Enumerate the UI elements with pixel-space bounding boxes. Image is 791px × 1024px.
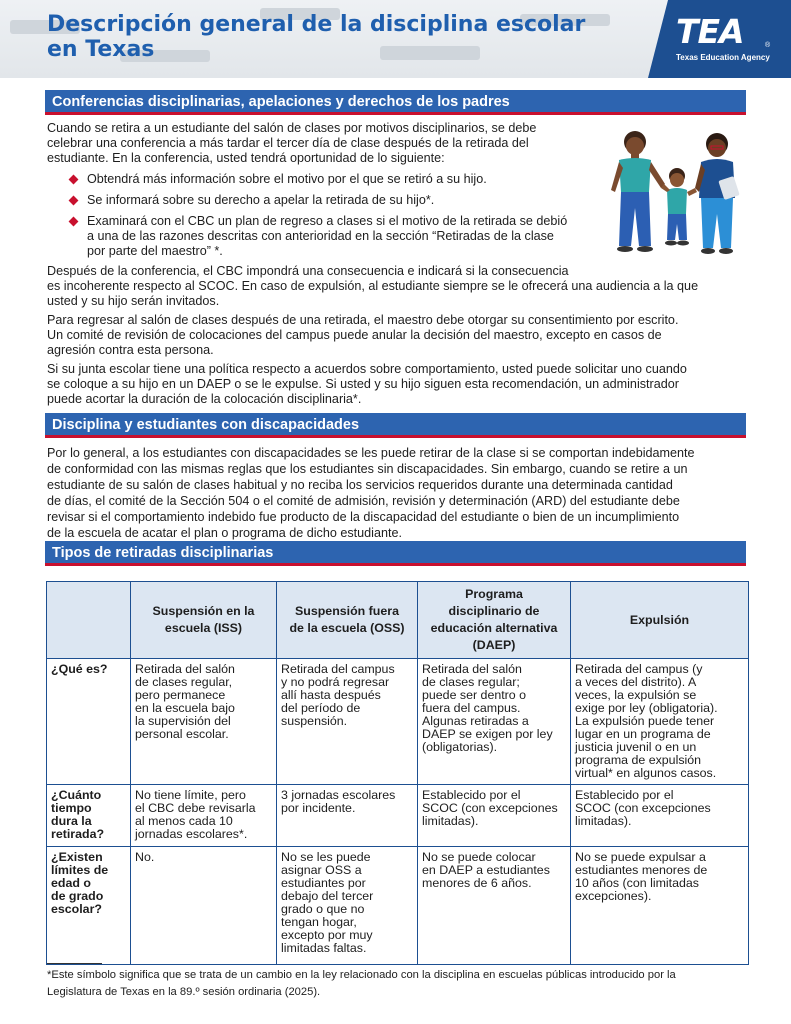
table-cell: No se puede expulsar a estudiantes menores de 10 años (con limitadas excepciones). [571, 847, 749, 965]
list-item-text: Obtendrá más información sobre el motivo por el que se retiró a su hijo. [87, 172, 487, 186]
logo-registered-mark: ® [765, 42, 771, 49]
row-header: ¿Cuánto tiempo dura la retirada? [47, 785, 131, 847]
table-cell: No tiene límite, pero el CBC debe revisarla al menos cada 10 jornadas escolares*. [131, 785, 277, 847]
paragraph-line: agresión contra esta persona. [47, 343, 214, 357]
table-cell: Retirada del salón de clases regular, pero permanece en la escuela bajo la supervisión del personal escolar. [131, 659, 277, 785]
table-cell: 3 jornadas escolares por incidente. [277, 785, 418, 847]
paragraph-line: se coloque a su hijo en un DAEP o se le expulse. Si usted y su hijo siguen esta recomendación, un administrador [47, 377, 679, 391]
table-cell: No se puede colocar en DAEP a estudiantes menores de 6 años. [418, 847, 571, 965]
row-header: ¿Existen límites de edad o de grado escolar? [47, 847, 131, 965]
paragraph-line: usted y su hijo serán invitados. [47, 294, 220, 308]
removal-types-table [46, 581, 749, 965]
intro-line: estudiante. En la conferencia, usted tendrá oportunidad de lo siguiente: [47, 151, 445, 165]
tea-logo: TEA [676, 12, 744, 51]
paragraph-line: estudiante de su salón de clases habitual y no reciba los servicios requeridos durante una determinada cantidad [47, 478, 673, 492]
table-row [47, 785, 749, 847]
paragraph-line: de la escuela de acatar el plan o programa de dicho estudiante. [47, 526, 402, 540]
section-heading-conferences: Conferencias disciplinarias, apelaciones y derechos de los padres [45, 90, 746, 115]
footnote [47, 967, 747, 1001]
table-cell: Retirada del salón de clases regular; puede ser dentro o fuera del campus. Algunas retiradas a DAEP se exigen por ley (obligatorias). [418, 659, 571, 785]
logo-subtitle: Texas Education Agency [676, 53, 770, 62]
list-item-text: Examinará con el CBC un plan de regreso a clases si el motivo de la retirada se debió [87, 214, 568, 228]
table-row [47, 659, 749, 785]
column-header-daep: Programa disciplinario de educación alternativa (DAEP) [418, 582, 571, 659]
table-cell: Establecido por el SCOC (con excepciones limitadas). [571, 785, 749, 847]
section-heading-disabilities: Disciplina y estudiantes con discapacidades [45, 413, 746, 438]
footnote-rule [47, 963, 102, 964]
table-row [47, 847, 749, 965]
diamond-bullet-icon [69, 175, 79, 185]
intro-line: Cuando se retira a un estudiante del salón de clases por motivos disciplinarios, se debe [47, 121, 537, 135]
paragraph-line: de conformidad con las mismas reglas que los estudiantes sin discapacidades. Sin embargo, cuando se retire a un [47, 462, 688, 476]
column-header-oss: Suspensión fuera de la escuela (OSS) [277, 582, 418, 659]
paragraph-line: revisar si el comportamiento indebido fue producto de la discapacidad del estudiante o bien de un incumplimiento [47, 510, 680, 524]
family-illustration [605, 128, 745, 266]
footnote-line: Legislatura de Texas en la 89.º sesión ordinaria (2025). [47, 986, 321, 998]
column-header-expulsion: Expulsión [571, 582, 749, 659]
table-cell: No se les puede asignar OSS a estudiantes por debajo del tercer grado o que no tengan hogar, excepto por muy limitadas faltas. [277, 847, 418, 965]
list-item-text: a una de las razones descritas con anterioridad en la sección “Retiradas de la clase [87, 229, 554, 243]
paragraph-line: Un comité de revisión de colocaciones del campus puede anular la decisión del maestro, excepto en casos de [47, 328, 662, 342]
table-cell: Retirada del campus y no podrá regresar allí hasta después del período de suspensión. [277, 659, 418, 785]
table-corner-cell [47, 582, 131, 659]
row-header: ¿Qué es? [47, 659, 131, 785]
paragraph-line: de días, el comité de la Sección 504 o el comité de admisión, revisión y determinación (ARD) del estudiante debe [47, 494, 680, 508]
paragraph-line: puede acortar la duración de la colocación disciplinaria*. [47, 392, 362, 406]
paragraph-line: Para regresar al salón de clases después de una retirada, el maestro debe otorgar su consentimiento por escrito. [47, 313, 679, 327]
section-heading-removal-types: Tipos de retiradas disciplinarias [45, 541, 746, 566]
diamond-bullet-icon [69, 196, 79, 206]
table-cell: Retirada del campus (y a veces del distrito). A veces, la expulsión se exige por ley (obligatoria). La expulsión puede tener lugar en un programa de justicia juvenil o en un programa de expulsión virtual* en algunos casos. [571, 659, 749, 785]
list-item-text: por parte del maestro” *. [87, 244, 223, 258]
table-cell: No. [131, 847, 277, 965]
table-cell: Establecido por el SCOC (con excepciones limitadas). [418, 785, 571, 847]
intro-line: celebrar una conferencia a más tardar el tercer día de clase después de la retirada del [47, 136, 529, 150]
paragraph-line: Después de la conferencia, el CBC impondrá una consecuencia e indicará si la consecuencia [47, 264, 569, 278]
list-item-text: Se informará sobre su derecho a apelar la retirada de su hijo*. [87, 193, 435, 207]
page-title: Descripción general de la disciplina escolar en Texas [47, 12, 586, 62]
paragraph-line: Por lo general, a los estudiantes con discapacidades se les puede retirar de la clase si se comportan indebidamente [47, 446, 695, 460]
diamond-bullet-icon [69, 217, 79, 227]
paragraph-line: Si su junta escolar tiene una política respecto a acuerdos sobre comportamiento, usted puede solicitar uno cuando [47, 362, 687, 376]
footnote-line: *Este símbolo significa que se trata de un cambio en la ley relacionado con la disciplina en escuelas públicas introducido por la [47, 969, 676, 981]
paragraph-line: es incoherente respecto al SCOC. En caso de expulsión, al estudiante siempre se le ofrecerá una audiencia a la que [47, 279, 699, 293]
column-header-iss: Suspensión en la escuela (ISS) [131, 582, 277, 659]
